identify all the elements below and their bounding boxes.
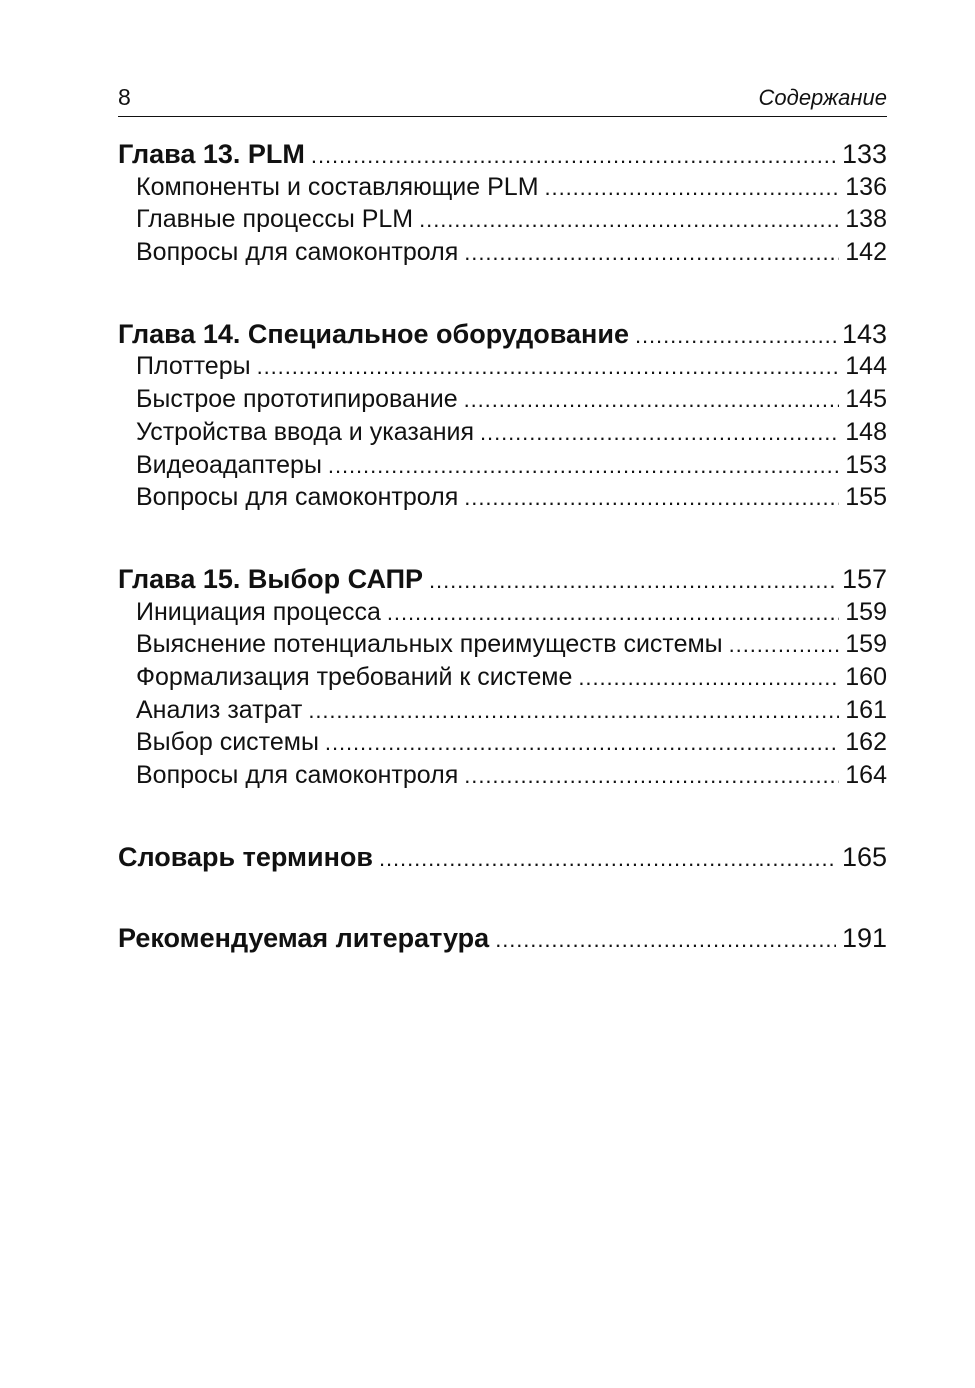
entry-title: Анализ затрат: [136, 695, 303, 724]
dot-leader: [379, 841, 836, 876]
page-ref: 159: [845, 597, 887, 626]
page-ref: 157: [841, 563, 887, 594]
chapter-title: Глава 13. PLM: [118, 139, 305, 169]
toc-entry[interactable]: [118, 383, 887, 416]
toc-entry[interactable]: [118, 661, 887, 694]
toc-entry[interactable]: [118, 694, 887, 727]
page-ref: 142: [845, 238, 887, 267]
dot-leader: [464, 481, 839, 515]
page-ref: 191: [841, 923, 887, 954]
toc-entry[interactable]: [118, 236, 887, 269]
entry-title: Компоненты и составляющие PLM: [136, 172, 539, 201]
toc-entry[interactable]: [118, 416, 887, 449]
toc-entry[interactable]: [118, 596, 887, 629]
entry-title: Вопросы для самоконтроля: [136, 761, 459, 789]
dot-leader: [464, 236, 839, 270]
page-ref: 133: [841, 139, 887, 169]
toc-entry[interactable]: [118, 171, 887, 204]
dot-leader: [578, 661, 839, 695]
section-spacer: [118, 792, 887, 841]
entry-title: Формализация требований к системе: [136, 662, 573, 691]
section-spacer: [118, 873, 887, 922]
dot-leader: [729, 628, 840, 662]
toc-entry[interactable]: [118, 481, 887, 514]
toc-entry[interactable]: [118, 350, 887, 383]
page-ref: 164: [845, 761, 887, 789]
page-ref: 165: [841, 841, 887, 872]
dot-leader: [328, 449, 839, 483]
dot-leader: [464, 759, 839, 793]
page-ref: 155: [845, 483, 887, 512]
dot-leader: [311, 138, 836, 173]
dot-leader: [257, 350, 840, 384]
toc-glossary[interactable]: [118, 841, 887, 874]
section-spacer: [118, 269, 887, 318]
toc-literature[interactable]: [118, 922, 887, 955]
page-ref: 160: [845, 662, 887, 691]
dot-leader: [419, 203, 839, 237]
entry-title: Главные процессы PLM: [136, 205, 414, 234]
page-ref: 159: [845, 630, 887, 659]
chapter-title: Словарь терминов: [118, 841, 373, 872]
dot-leader: [635, 318, 836, 353]
dot-leader: [387, 596, 839, 630]
entry-title: Выбор системы: [136, 728, 319, 757]
chapter-title: Рекомендуемая литература: [118, 923, 490, 954]
dot-leader: [464, 383, 840, 417]
page-ref: 162: [845, 728, 887, 757]
page-ref: 136: [845, 172, 887, 201]
page-ref: 145: [845, 385, 887, 414]
toc-entry[interactable]: [118, 628, 887, 661]
entry-title: Устройства ввода и указания: [136, 417, 475, 446]
entry-title: Быстрое прототипирование: [136, 385, 458, 414]
entry-title: Инициация процесса: [136, 597, 381, 626]
toc-entry[interactable]: [118, 449, 887, 482]
dot-leader: [480, 416, 839, 450]
page-ref: 148: [845, 417, 887, 446]
page-ref: 138: [845, 205, 887, 234]
entry-title: Видеоадаптеры: [136, 450, 322, 479]
entry-title: Выяснение потенциальных преимуществ системы: [136, 630, 723, 659]
chapter-title: Глава 14. Специальное оборудование: [118, 318, 629, 349]
toc-chapter-15[interactable]: [118, 563, 887, 596]
entry-title: Вопросы для самоконтроля: [136, 483, 459, 512]
page-ref: 153: [845, 450, 887, 479]
dot-leader: [325, 726, 839, 760]
toc-entry[interactable]: [118, 759, 887, 792]
running-title: Содержание: [758, 85, 887, 110]
entry-title: Вопросы для самоконтроля: [136, 238, 459, 267]
running-header: [118, 84, 887, 117]
page-ref: 143: [841, 318, 887, 349]
dot-leader: [495, 922, 836, 957]
page-number: 8: [118, 84, 131, 110]
section-spacer: [118, 514, 887, 563]
dot-leader: [308, 694, 839, 728]
dot-leader: [429, 563, 836, 598]
table-of-contents: [118, 138, 887, 955]
toc-chapter-13[interactable]: [118, 138, 887, 171]
dot-leader: [545, 171, 840, 205]
toc-entry[interactable]: [118, 726, 887, 759]
chapter-title: Глава 15. Выбор САПР: [118, 563, 424, 594]
toc-entry[interactable]: [118, 203, 887, 236]
page-ref: 161: [845, 695, 887, 724]
toc-chapter-14[interactable]: [118, 318, 887, 351]
page-ref: 144: [845, 352, 887, 381]
entry-title: Плоттеры: [136, 352, 251, 381]
